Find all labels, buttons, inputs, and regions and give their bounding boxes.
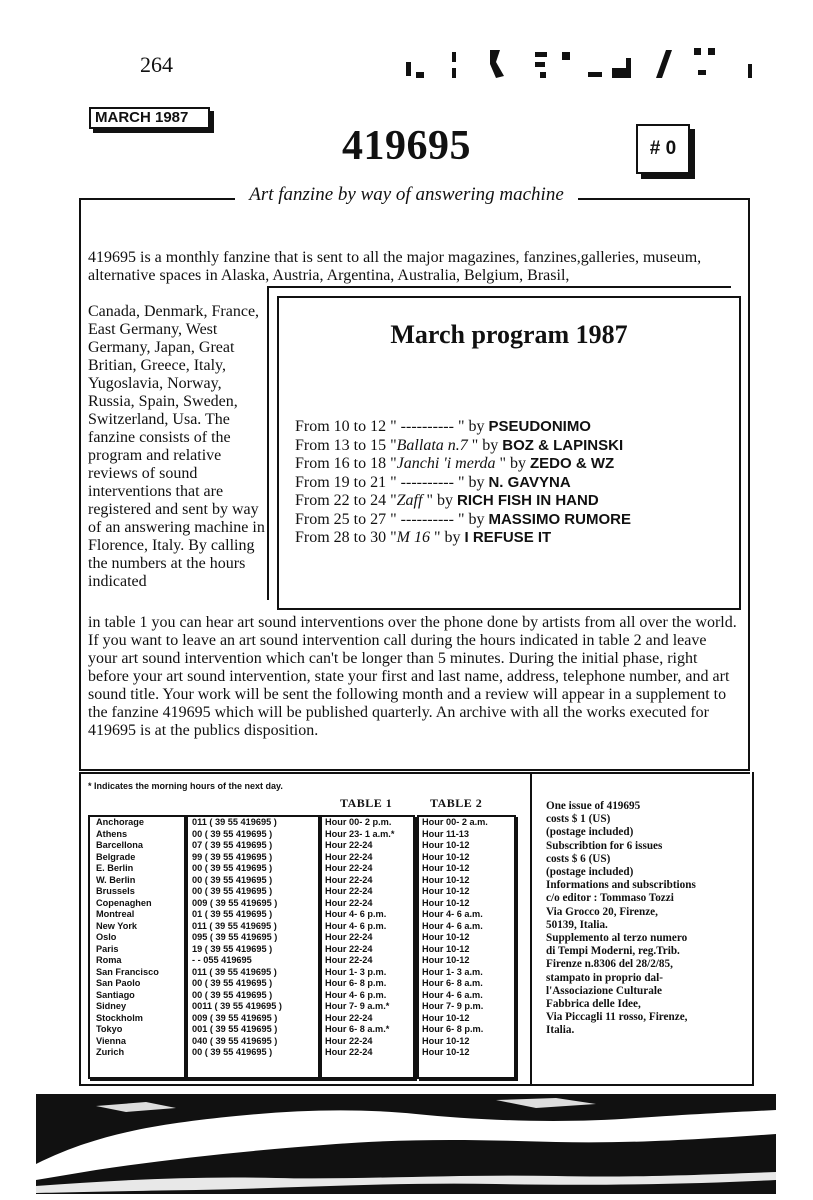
table-cell-t1: Hour 22-24: [325, 840, 373, 850]
table-cell-city: San Francisco: [96, 966, 159, 977]
program-row-work: M 16: [396, 529, 430, 546]
table-cell-t1: Hour 23- 1 a.m.*: [325, 828, 395, 839]
table-cell-phone: 00 ( 39 55 419695 ): [192, 863, 273, 873]
table-cell-city: E. Berlin: [96, 863, 134, 873]
program-row-dates: From 25 to 27 ": [295, 510, 397, 528]
program-row-dates: From 10 to 12 ": [295, 418, 397, 435]
table-cell-t1: Hour 4- 6 p.m.: [325, 920, 387, 931]
subscription-line: l'Associazione Culturale: [546, 984, 662, 997]
table-cell-phone: 001 ( 39 55 419695 ): [192, 1024, 278, 1034]
table-cell-phone: 00 ( 39 55 419695 ): [192, 978, 273, 988]
table-cell-phone: 009 ( 39 55 419695 ): [192, 897, 278, 908]
table-cell-t2: Hour 00- 2 a.m.: [422, 817, 488, 827]
table-cell-t1: Hour 22-24: [325, 851, 373, 862]
table-cell-city: Paris: [96, 943, 119, 954]
program-row-artist: N. GAVYNA: [488, 473, 571, 491]
table-cell-phone: 00 ( 39 55 419695 ): [192, 886, 273, 896]
table-cell-phone: 99 ( 39 55 419695 ): [192, 851, 273, 862]
subscription-info: [546, 800, 741, 1038]
program-row-work: ----------: [396, 418, 458, 435]
table-cell-t1: Hour 22-24: [325, 897, 373, 908]
program-row-work: ----------: [396, 510, 458, 528]
table-cell-city: Brussels: [96, 886, 135, 896]
table-cell-city: Stockholm: [96, 1012, 143, 1023]
fanzine-title: 419695: [342, 123, 471, 169]
table-cell-city: Copenaghen: [96, 897, 152, 908]
table-cell-phone: 095 ( 39 55 419695 ): [192, 932, 278, 942]
table-cell-t2: Hour 10-12: [422, 1047, 470, 1057]
subscription-line: Firenze n.8306 del 28/2/85,: [546, 958, 673, 971]
program-row-dates: From 28 to 30 ": [295, 529, 397, 546]
subscription-line: Subscribtion for 6 issues: [546, 839, 663, 852]
subscription-line: Informations and subscribtions: [546, 879, 696, 892]
table-cell-phone: 00 ( 39 55 419695 ): [192, 874, 273, 885]
table-cell-city: Athens: [96, 828, 128, 839]
table-cell-t2: Hour 4- 6 a.m.: [422, 920, 483, 931]
program-row-artist: PSEUDONIMO: [488, 418, 591, 435]
table-cell-city: San Paolo: [96, 978, 141, 988]
program-row-artist: BOZ & LAPINSKI: [502, 436, 624, 454]
table-cell-t2: Hour 10-12: [422, 874, 470, 885]
table-cell-t1: Hour 22-24: [325, 955, 373, 965]
table-cell-phone: 0011 ( 39 55 419695 ): [192, 1001, 282, 1011]
table-cell-t2: Hour 10-12: [422, 897, 470, 908]
table-cell-t1: Hour 7- 9 a.m.*: [325, 1001, 390, 1011]
program-row-by: " by: [457, 510, 489, 528]
table-cell-t1: Hour 6- 8 p.m.: [325, 978, 387, 988]
program-row-artist: ZEDO & WZ: [530, 455, 615, 472]
table-cell-t2: Hour 10-12: [422, 932, 470, 942]
program-row-by: " by: [457, 473, 489, 491]
tagline: [0, 184, 813, 206]
program-row-work: Zaff: [396, 492, 423, 509]
issue-number-badge: # 0: [636, 124, 690, 174]
table-1-heading: TABLE 1: [340, 796, 393, 810]
city-column: [88, 815, 186, 1079]
program-row: [295, 437, 631, 456]
table-1-hours-column: [320, 815, 415, 1079]
table-cell-t1: Hour 4- 6 p.m.: [325, 989, 387, 1000]
table-cell-t2: Hour 10-12: [422, 955, 470, 965]
table-cell-t2: Hour 6- 8 p.m.: [422, 1024, 484, 1034]
table-cell-t2: Hour 10-12: [422, 851, 470, 862]
subscription-line: (postage included): [546, 826, 634, 839]
table-cell-phone: 07 ( 39 55 419695 ): [192, 840, 273, 850]
program-row: [295, 511, 631, 530]
body-paragraph: in table 1 you can hear art sound interventions over the phone done by artists from all over the world. If you want to leave an art sound intervention call during the hours indicated in table 2 and leave your art sound intervention which can't be longer than 5 minutes. During the initial phase, right before your art sound intervention, state your first and last name, address, telephone number, and art sound title. Your work will be sent the following month and a review will appear in a supplement to the fanzine 419695 which will be published quarterly. An archive with all the works executed for 419695 is at the publics disposition.: [88, 614, 737, 739]
program-row: [295, 529, 631, 548]
subscription-line: stampato in proprio dal-: [546, 971, 663, 984]
table-cell-t1: Hour 22-24: [325, 874, 373, 885]
program-row-by: " by: [495, 455, 530, 472]
table-cell-t1: Hour 00- 2 p.m.: [325, 817, 392, 827]
table-cell-city: Anchorage: [96, 817, 144, 827]
table-cell-t2: Hour 10-12: [422, 1012, 470, 1023]
table-cell-t1: Hour 22-24: [325, 1047, 373, 1057]
table-cell-t1: Hour 22-24: [325, 943, 373, 954]
program-row-work: ----------: [396, 473, 458, 491]
table-cell-city: New York: [96, 920, 138, 931]
table-cell-t1: Hour 1- 3 p.m.: [325, 966, 387, 977]
program-row-by: " by: [467, 436, 503, 454]
subscription-line: (postage included): [546, 866, 634, 879]
program-row-dates: From 19 to 21 ": [295, 473, 397, 491]
table-cell-t1: Hour 6- 8 a.m.*: [325, 1024, 390, 1034]
table-cell-t2: Hour 6- 8 a.m.: [422, 978, 483, 988]
phone-column: [186, 815, 320, 1079]
program-list: [295, 418, 631, 548]
table-cell-city: Zurich: [96, 1047, 125, 1057]
program-row-artist: I REFUSE IT: [464, 529, 552, 546]
program-row-by: " by: [422, 492, 457, 509]
table-2-heading: TABLE 2: [430, 796, 483, 810]
table-cell-t1: Hour 22-24: [325, 932, 373, 942]
program-row: [295, 455, 631, 474]
table-cell-phone: 011 ( 39 55 419695 ): [192, 920, 277, 931]
table-cell-city: Roma: [96, 955, 122, 965]
tagline-text: Art fanzine by way of answering machine: [235, 184, 578, 205]
table-cell-t2: Hour 4- 6 a.m.: [422, 909, 483, 919]
program-row: [295, 474, 631, 493]
table-cell-city: Barcellona: [96, 840, 143, 850]
subscription-line: One issue of 419695: [546, 800, 641, 812]
subscription-line: Fabbrica delle Idee,: [546, 998, 641, 1011]
table-cell-phone: 011 ( 39 55 419695 ): [192, 966, 277, 977]
subscription-line: c/o editor : Tommaso Tozzi: [546, 892, 674, 905]
header-glyph-decoration: [400, 44, 760, 84]
table-cell-phone: 009 ( 39 55 419695 ): [192, 1012, 278, 1023]
program-row-work: Ballata n.7: [396, 436, 468, 454]
program-row-dates: From 13 to 15 ": [295, 436, 397, 454]
program-row: [295, 418, 631, 437]
table-cell-phone: 040 ( 39 55 419695 ): [192, 1035, 278, 1046]
program-row-dates: From 16 to 18 ": [295, 455, 397, 472]
intro-paragraph: 419695 is a monthly fanzine that is sent to all the major magazines, fanzines,galleries, museum, alternative spaces in Alaska, Austria, Argentina, Australia, Belgium, Brasil,: [88, 249, 702, 284]
table-cell-t2: Hour 10-12: [422, 886, 470, 896]
table-cell-phone: 011 ( 39 55 419695 ): [192, 817, 277, 827]
table-cell-t2: Hour 1- 3 a.m.: [422, 966, 483, 977]
table-cell-t2: Hour 4- 6 a.m.: [422, 989, 483, 1000]
table-cell-city: Oslo: [96, 932, 117, 942]
program-row-artist: RICH FISH IN HAND: [456, 492, 599, 509]
table-cell-city: Belgrade: [96, 851, 136, 862]
table-cell-city: W. Berlin: [96, 874, 136, 885]
table-cell-city: Santiago: [96, 989, 135, 1000]
subscription-line: di Tempi Moderni, reg.Trib.: [546, 945, 680, 958]
table-cell-phone: 19 ( 39 55 419695 ): [192, 943, 273, 954]
table-cell-city: Montreal: [96, 909, 135, 919]
program-box: [277, 296, 741, 610]
table-cell-t1: Hour 4- 6 p.m.: [325, 909, 387, 919]
table-section-rule: [79, 772, 750, 774]
page-number: 264: [140, 52, 173, 77]
table-cell-city: Sidney: [96, 1001, 127, 1011]
table-footnote: * Indicates the morning hours of the next day.: [88, 781, 283, 791]
table-cell-phone: 01 ( 39 55 419695 ): [192, 909, 273, 919]
table-cell-t2: Hour 11-13: [422, 828, 469, 839]
table-cell-phone: - - 055 419695: [192, 955, 252, 965]
table-cell-t1: Hour 22-24: [325, 1035, 373, 1046]
table-section-divider: [530, 772, 532, 1084]
side-column-paragraph: Canada, Denmark, France, East Germany, West Germany, Japan, Great Britian, Greece, Italy, Yugoslavia, Norway, Russia, Spain, Sweden, Switzerland, Usa. The fanzine consists of the program and relative reviews of sound interventions that are registered and sent by way of an answering machine in Florence, Italy. By calling the numbers at the hours indicated: [88, 303, 265, 590]
table-cell-phone: 00 ( 39 55 419695 ): [192, 828, 273, 839]
table-cell-city: Tokyo: [96, 1024, 123, 1034]
program-row-by: " by: [457, 418, 489, 435]
table-cell-t2: Hour 7- 9 p.m.: [422, 1001, 484, 1011]
program-row-dates: From 22 to 24 ": [295, 492, 397, 509]
table-cell-t1: Hour 22-24: [325, 863, 373, 873]
subscription-line: Italia.: [546, 1024, 575, 1037]
subscription-line: Via Piccagli 11 rosso, Firenze,: [546, 1011, 688, 1024]
issue-date-label: MARCH 1987: [89, 107, 210, 129]
program-row-by: " by: [429, 529, 465, 546]
table-cell-t1: Hour 22-24: [325, 886, 373, 896]
program-row-work: Janchi 'i merda: [396, 455, 496, 472]
table-cell-t2: Hour 10-12: [422, 840, 470, 850]
subscription-line: 50139, Italia.: [546, 918, 608, 931]
subscription-line: costs $ 1 (US): [546, 813, 611, 826]
table-cell-t2: Hour 10-12: [422, 943, 470, 954]
subscription-line: Supplemento al terzo numero: [546, 932, 688, 945]
subscription-line: Via Grocco 20, Firenze,: [546, 905, 658, 918]
table-cell-city: Vienna: [96, 1035, 126, 1046]
program-title: March program 1987: [390, 320, 628, 349]
subscription-line: costs $ 6 (US): [546, 852, 611, 865]
landscape-photo: [36, 1094, 776, 1194]
table-cell-t2: Hour 10-12: [422, 1035, 470, 1046]
program-row-artist: MASSIMO RUMORE: [488, 510, 631, 528]
table-2-hours-column: [417, 815, 516, 1079]
table-cell-t1: Hour 22-24: [325, 1012, 373, 1023]
table-cell-t2: Hour 10-12: [422, 863, 470, 873]
table-cell-phone: 00 ( 39 55 419695 ): [192, 989, 273, 1000]
table-cell-phone: 00 ( 39 55 419695 ): [192, 1047, 273, 1057]
program-row: [295, 492, 631, 511]
